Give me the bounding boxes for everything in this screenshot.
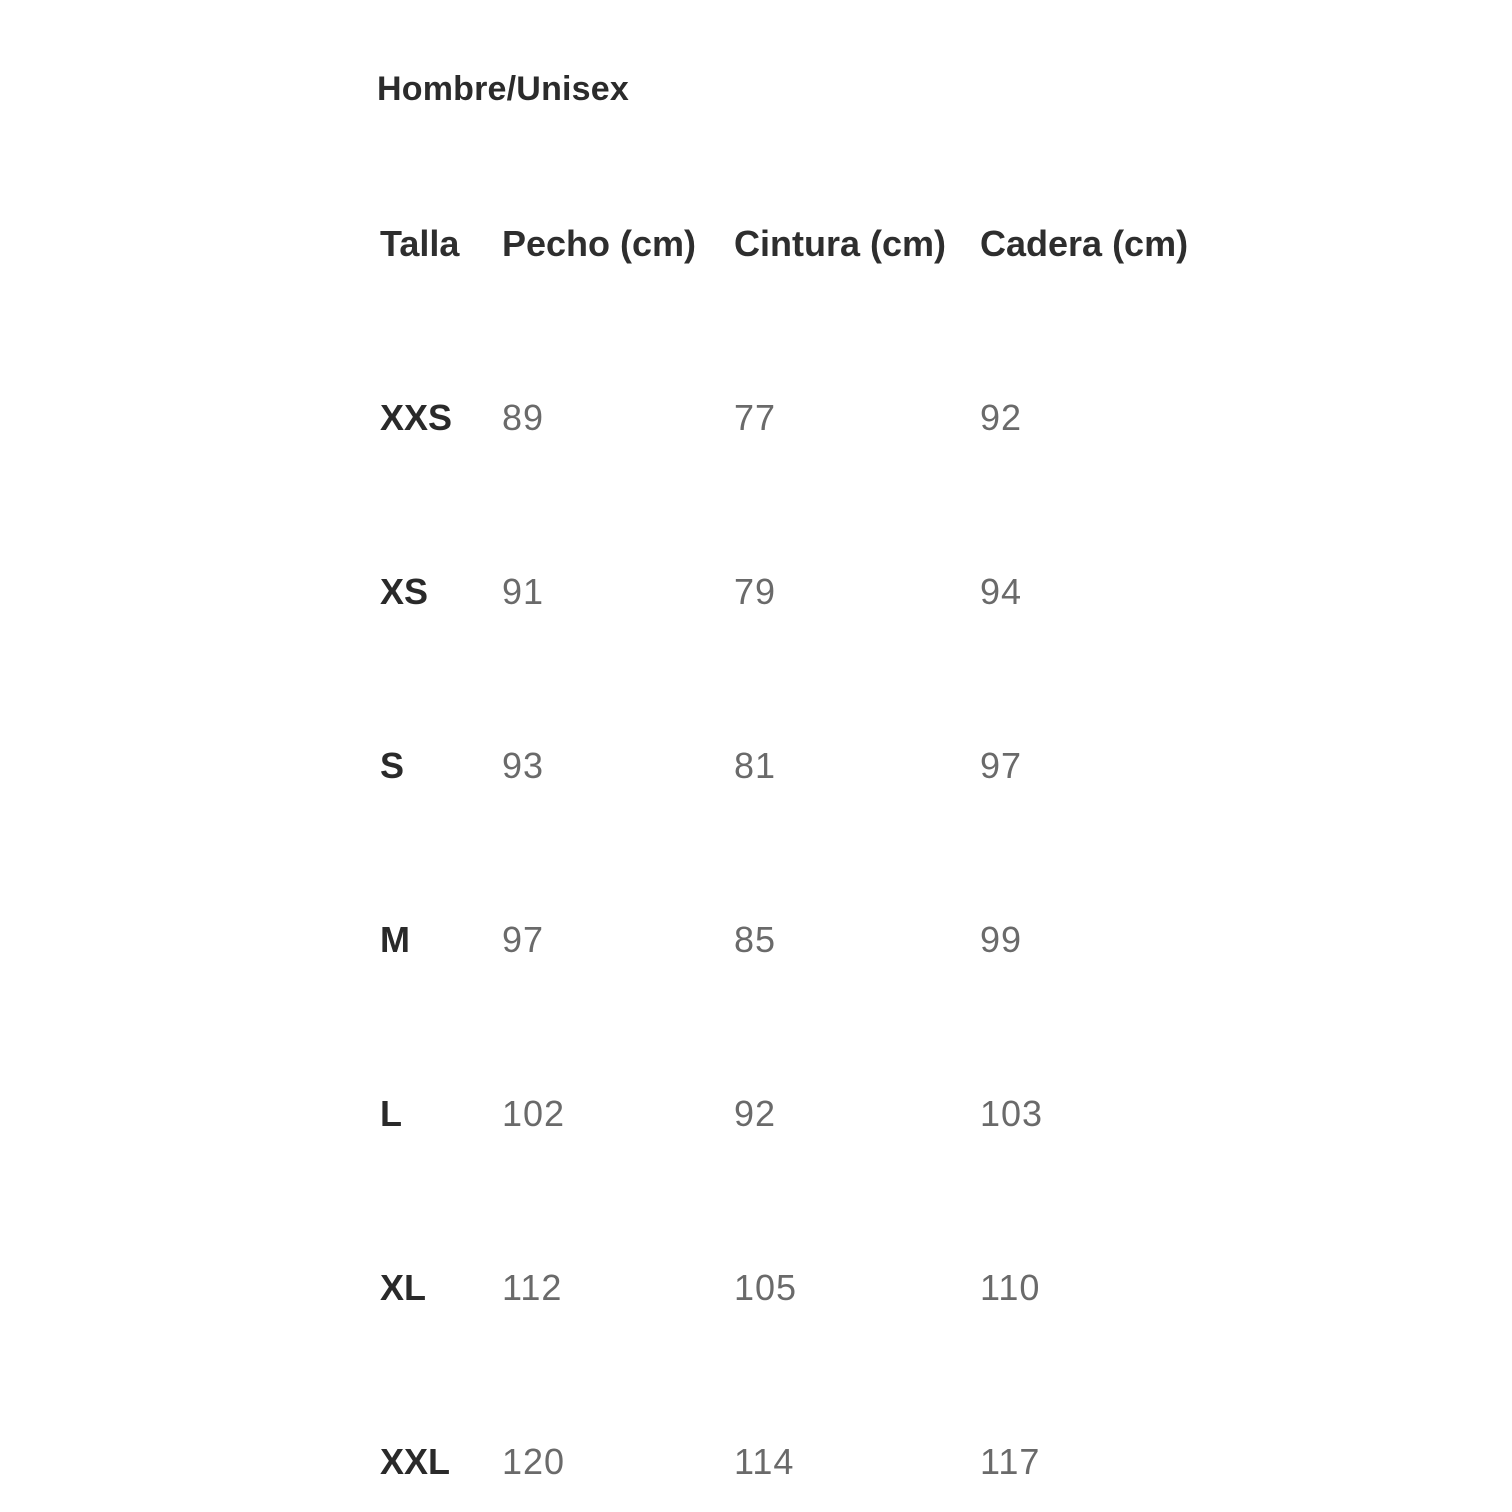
size-cell: S xyxy=(380,745,405,786)
size-cell: XXL xyxy=(380,1441,451,1482)
chest-cell: 102 xyxy=(502,1093,566,1134)
table-header-row xyxy=(380,224,1280,264)
size-cell: XS xyxy=(380,571,429,612)
header-waist: Cintura (cm) xyxy=(734,223,947,264)
waist-cell: 85 xyxy=(734,919,777,960)
waist-cell: 105 xyxy=(734,1267,798,1308)
waist-cell: 77 xyxy=(734,397,777,438)
waist-cell: 79 xyxy=(734,571,777,612)
hip-cell: 92 xyxy=(980,397,1023,438)
header-chest: Pecho (cm) xyxy=(502,223,697,264)
chest-cell: 97 xyxy=(502,919,545,960)
table-row xyxy=(380,1268,1280,1308)
table-row xyxy=(380,572,1280,612)
page-title: Hombre/Unisex xyxy=(377,70,630,108)
table-row xyxy=(380,398,1280,438)
size-cell: L xyxy=(380,1093,402,1134)
chest-cell: 112 xyxy=(502,1267,563,1308)
hip-cell: 103 xyxy=(980,1093,1044,1134)
waist-cell: 92 xyxy=(734,1093,777,1134)
size-table xyxy=(380,0,1280,1512)
size-cell: XXS xyxy=(380,397,453,438)
hip-cell: 110 xyxy=(980,1267,1041,1308)
table-row xyxy=(380,746,1280,786)
table-row xyxy=(380,920,1280,960)
size-cell: XL xyxy=(380,1267,427,1308)
waist-cell: 81 xyxy=(734,745,777,786)
waist-cell: 114 xyxy=(734,1441,795,1482)
chest-cell: 93 xyxy=(502,745,545,786)
size-cell: M xyxy=(380,919,410,960)
table-row xyxy=(380,1094,1280,1134)
hip-cell: 99 xyxy=(980,919,1023,960)
header-hip: Cadera (cm) xyxy=(980,223,1189,264)
chest-cell: 120 xyxy=(502,1441,566,1482)
hip-cell: 117 xyxy=(980,1441,1041,1482)
hip-cell: 94 xyxy=(980,571,1023,612)
chest-cell: 91 xyxy=(502,571,545,612)
header-size: Talla xyxy=(380,223,460,264)
hip-cell: 97 xyxy=(980,745,1023,786)
chest-cell: 89 xyxy=(502,397,545,438)
table-row xyxy=(380,1442,1280,1482)
